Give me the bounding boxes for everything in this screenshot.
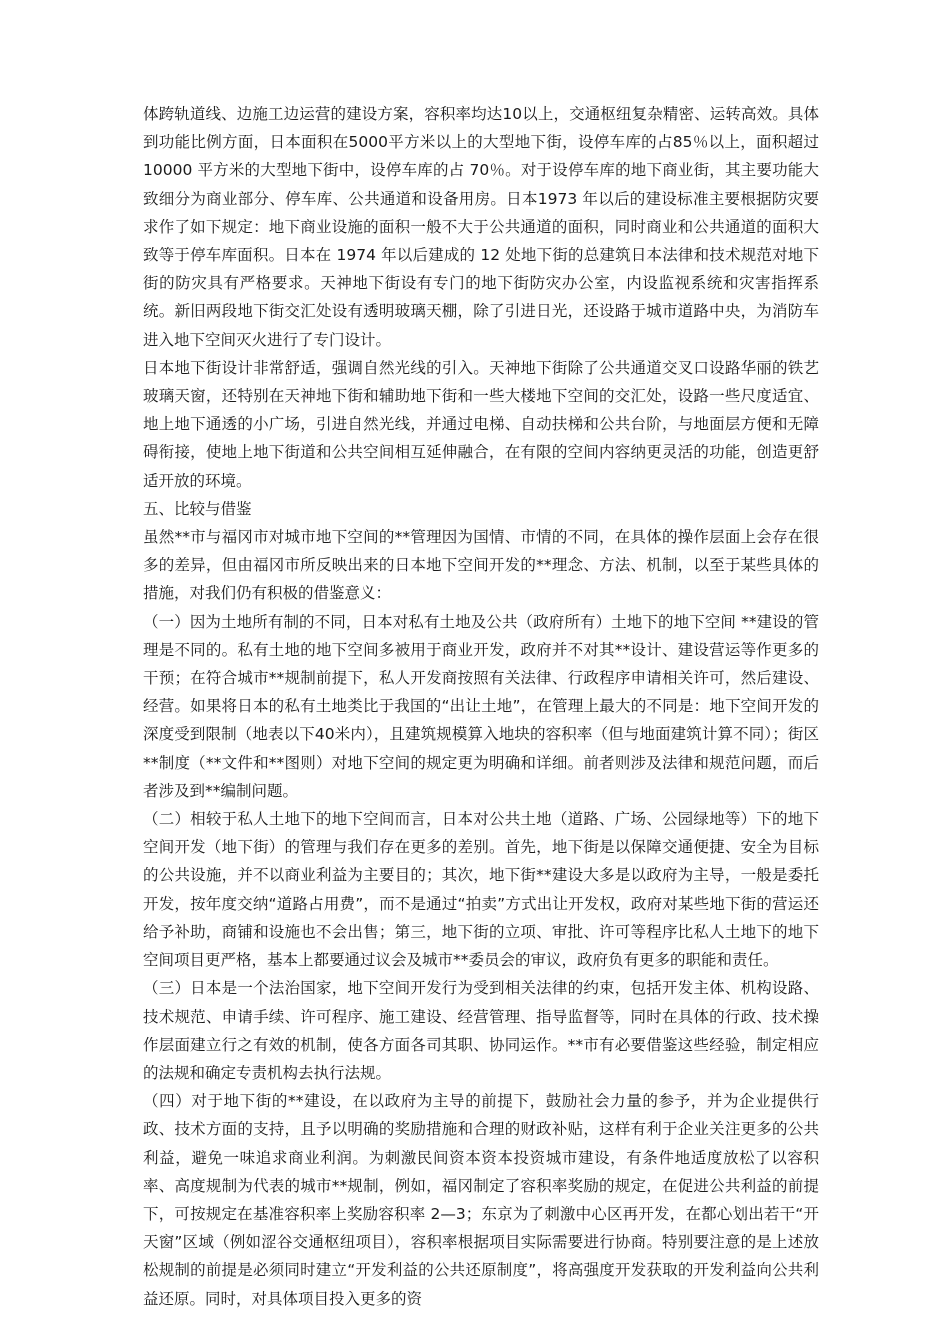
paragraph-4: （一）因为土地所有制的不同，日本对私有土地及公共（政府所有）土地下的地下空间 **建设的管理是不同的。私有土地的地下空间多被用于商业开发，政府并不对其**设计、建设营运等作更多的干预；在符合城市**规制前提下，私人开发商按照有关法律、行政程序申请相关许可，然后建设、经营。如果将日本的私有土地类比于我国的“出让土地”，在管理上最大的不同是：地下空间开发的深度受到限制（地表以下40米内），且建筑规模算入地块的容积率（但与地面建筑计算不同）；街区**制度（**文件和**图则）对地下空间的规定更为明确和详细。前者则涉及法律和规范问题，而后者涉及到**编制问题。 [143, 612, 819, 800]
paragraph-7: （四）对于地下街的**建设，在以政府为主导的前提下，鼓励社会力量的参予，并为企业提供行政、技术方面的支持，且予以明确的奖励措施和合理的财政补贴，这样有利于企业关注更多的公共利益，避免一味追求商业利润。为刺激民间资本资本投资城市建设，有条件地适度放松了以容积率、高度规制为代表的城市**规制，例如，福冈制定了容积率奖励的规定，在促进公共利益的前提下，可按规定在基准容积率上奖励容积率 2—3；东京为了刺激中心区再开发，在都心划出若干“开天窗”区域（例如涩谷交通枢纽项目），容积率根据项目实际需要进行协商。特别要注意的是上述放松规制的前提是必须同时建立“开发利益的公共还原制度”，将高强度开发获取的开发利益向公共利益还原。同时，对具体项目投入更多的资 [143, 1092, 819, 1308]
paragraph-3: 虽然**市与福冈市对城市地下空间的**管理因为国情、市情的不同，在具体的操作层面上会存在很多的差异，但由福冈市所反映出来的日本地下空间开发的**理念、方法、机制，以至于某些具体的措施，对我们仍有积极的借鉴意义： [143, 528, 819, 603]
section-heading: 五、比较与借鉴 [143, 499, 252, 518]
paragraph-6: （三）日本是一个法治国家，地下空间开发行为受到相关法律的约束，包括开发主体、机构设路、技术规范、申请手续、许可程序、施工建设、经营管理、指导监督等，同时在具体的行政、技术操作层面建立行之有效的机制，使各方面各司其职、协同运作。**市有必要借鉴这些经验，制定相应的法规和确定专责机构去执行法规。 [143, 979, 819, 1082]
paragraph-2: 日本地下街设计非常舒适，强调自然光线的引入。天神地下街除了公共通道交叉口设路华丽的铁艺玻璃天窗，还特别在天神地下街和辅助地下街和一些大楼地下空间的交汇处，设路一些尺度适宜、地上地下通透的小广场，引进自然光线，并通过电梯、自动扶梯和公共台阶，与地面层方便和无障碍衔接，使地上地下街道和公共空间相互延伸融合，在有限的空间内容纳更灵活的功能，创造更舒适开放的环境。 [143, 358, 819, 490]
document-body [143, 100, 824, 1313]
paragraph-1: 体跨轨道线、边施工边运营的建设方案，容积率均达10以上，交通枢纽复杂精密、运转高效。具体到功能比例方面，日本面积在5000平方米以上的大型地下街，设停车库的占85％以上，面积超过 10000 平方米的大型地下街中，设停车库的占 70％。对于设停车库的地下商业街，其主要功能大致细分为商业部分、停车库、公共通道和设备用房。日本1973 年以后的建设标准主要根据防灾要求作了如下规定：地下商业设施的面积一般不大于公共通道的面积，同时商业和公共通道的面积大致等于停车库面积。日本在 1974 年以后建成的 12 处地下街的总建筑日本法律和技术规范对地下街的防灾具有严格要求。天神地下街设有专门的地下街防灾办公室，内设监视系统和灾害指挥系统。新旧两段地下街交汇处设有透明玻璃天棚，除了引进日光，还设路于城市道路中央，为消防车进入地下空间灭火进行了专门设计。 [143, 105, 824, 349]
paragraph-5: （二）相较于私人土地下的地下空间而言，日本对公共土地（道路、广场、公园绿地等）下的地下空间开发（地下街）的管理与我们存在更多的差别。首先，地下街是以保障交通便捷、安全为目标的公共设施，并不以商业利益为主要目的；其次，地下街**建设大多是以政府为主导，一般是委托开发，按年度交纳“道路占用费”，而不是通过“拍卖”方式出让开发权，政府对某些地下街的营运还给予补助，商铺和设施也不会出售；第三，地下街的立项、审批、许可等程序比私人土地下的地下空间项目更严格，基本上都要通过议会及城市**委员会的审议，政府负有更多的职能和责任。 [143, 810, 819, 970]
